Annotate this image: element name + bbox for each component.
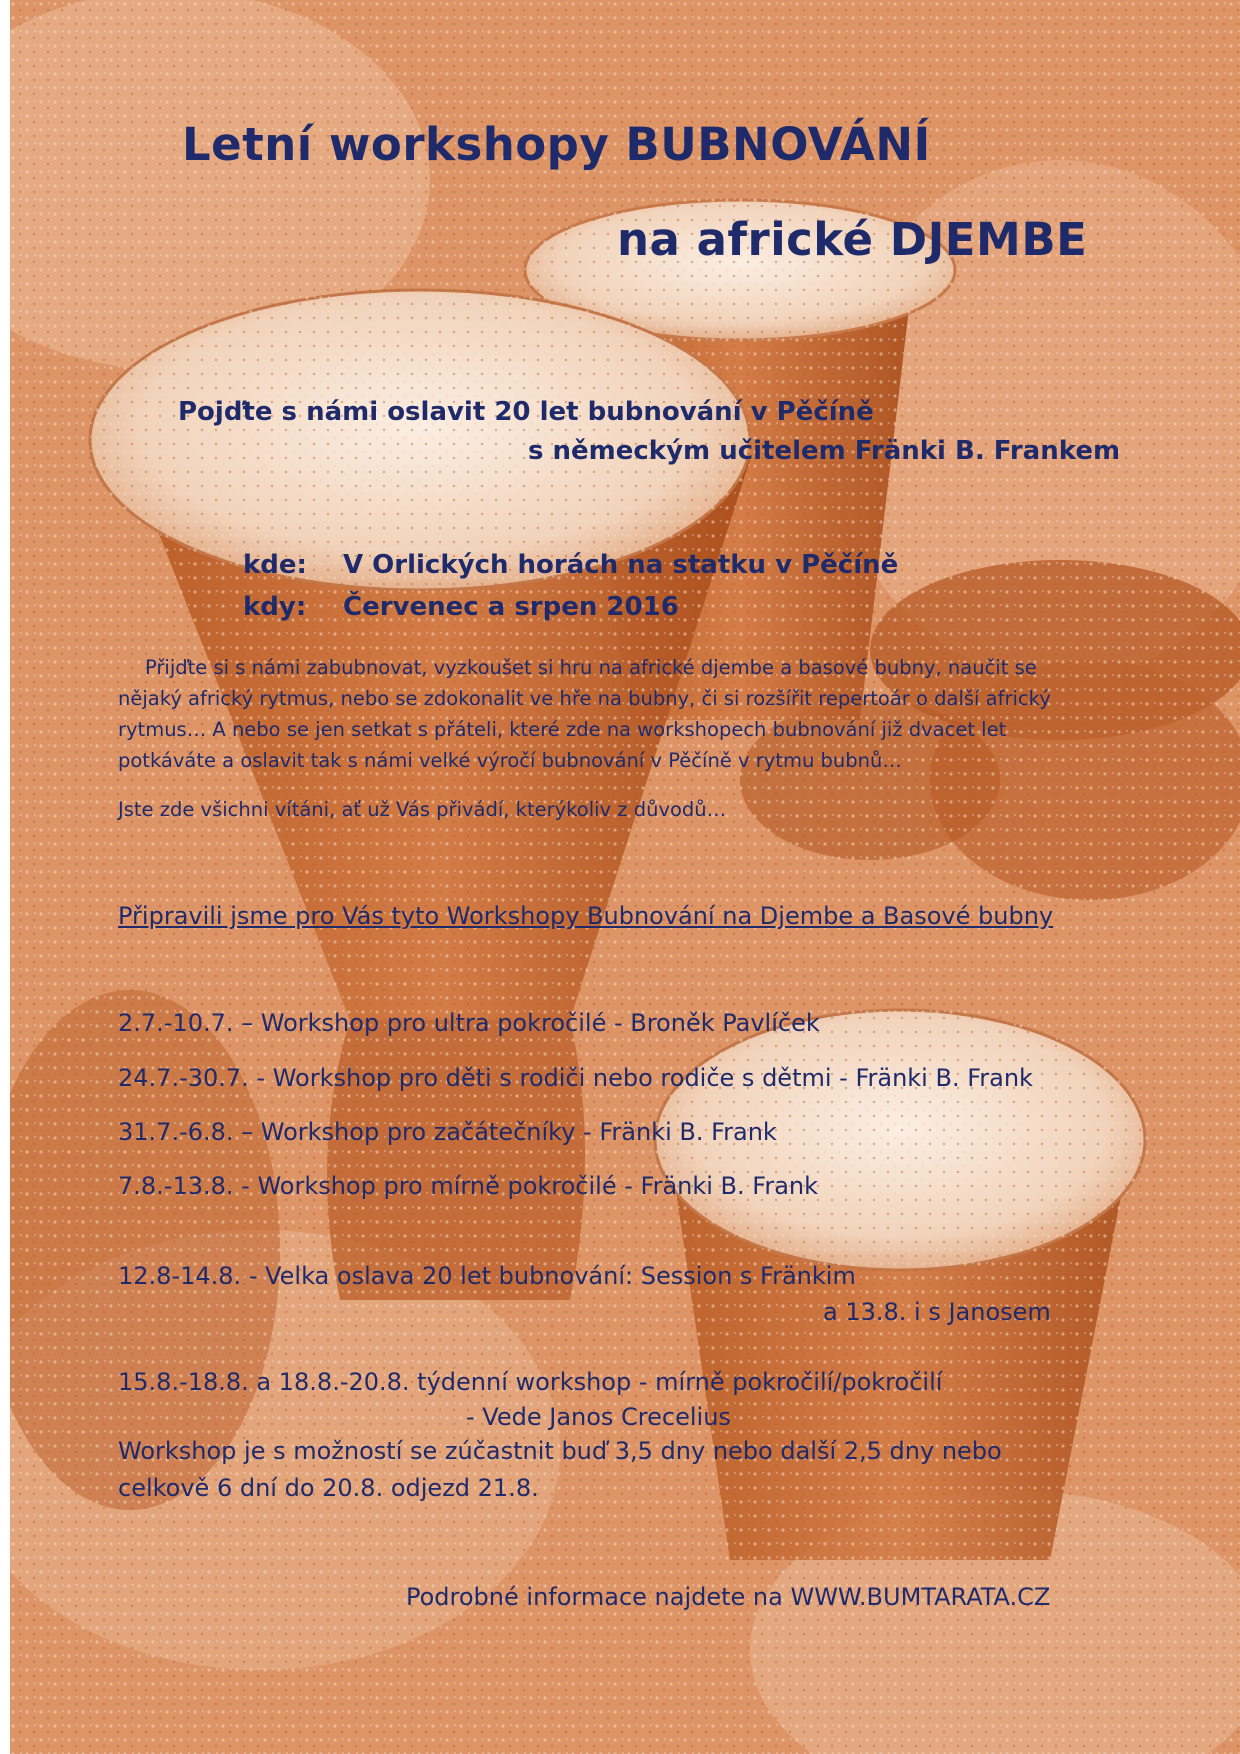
title-line-1: Letní workshopy BUBNOVÁNÍ: [182, 118, 931, 171]
footer-info-link[interactable]: Podrobné informace najdete na WWW.BUMTARATA.CZ: [406, 1583, 1051, 1611]
workshop-item-1: 2.7.-10.7. – Workshop pro ultra pokročilé - Broněk Pavlíček: [118, 1009, 820, 1037]
workshop-item-4: 7.8.-13.8. - Workshop pro mírně pokročilé - Fränki B. Frank: [118, 1172, 819, 1200]
celebration-line-2: a 13.8. i s Janosem: [823, 1298, 1051, 1326]
paragraph-line-2: nějaký africký rytmus, nebo se zdokonalit ve hře na bubny, či si rozšířit repertoár o další africký: [118, 687, 1051, 710]
poster: [10, 0, 1240, 1754]
workshop-item-2: 24.7.-30.7. - Workshop pro děti s rodiči nebo rodiče s dětmi - Fränki B. Frank: [118, 1064, 1033, 1092]
when-value: Červenec a srpen 2016: [343, 592, 679, 622]
intro-line-1: Pojďte s námi oslavit 20 let bubnování v Pěčíně: [178, 397, 874, 427]
workshop-item-3: 31.7.-6.8. – Workshop pro začátečníky - Fränki B. Frank: [118, 1118, 777, 1146]
where-label: kde:: [243, 550, 307, 580]
title-line-2: na africké DJEMBE: [617, 213, 1088, 266]
paragraph-line-1: Přijďte si s námi zabubnovat, vyzkoušet si hru na africké djembe a basové bubny, naučit se: [145, 656, 1037, 679]
program-heading: Připravili jsme pro Vás tyto Workshopy Bubnování na Djembe a Basové bubny: [118, 902, 1054, 930]
intro-line-2: s německým učitelem Fränki B. Frankem: [528, 436, 1121, 466]
paragraph-line-4: potkáváte a oslavit tak s námi velké výročí bubnování v Pěčíně v rytmu bubnů…: [118, 749, 902, 772]
where-value: V Orlických horách na statku v Pěčíně: [343, 550, 899, 580]
final-workshop-line-2: - Vede Janos Crecelius: [466, 1403, 731, 1431]
final-workshop-line-1: 15.8.-18.8. a 18.8.-20.8. týdenní workshop - mírně pokročilí/pokročilí: [118, 1368, 943, 1396]
paragraph-line-3: rytmus… A nebo se jen setkat s přáteli, které zde na workshopech bubnování již dvacet let: [118, 718, 1007, 741]
final-workshop-line-3: Workshop je s možností se zúčastnit buď 3,5 dny nebo další 2,5 dny nebo: [118, 1437, 1002, 1465]
welcome-line: Jste zde všichni vítáni, ať už Vás přivádí, kterýkoliv z důvodů…: [118, 798, 727, 821]
final-workshop-line-4: celkově 6 dní do 20.8. odjezd 21.8.: [118, 1474, 539, 1502]
when-label: kdy:: [243, 592, 307, 622]
celebration-line-1: 12.8-14.8. - Velka oslava 20 let bubnování: Session s Fränkim: [118, 1262, 856, 1290]
